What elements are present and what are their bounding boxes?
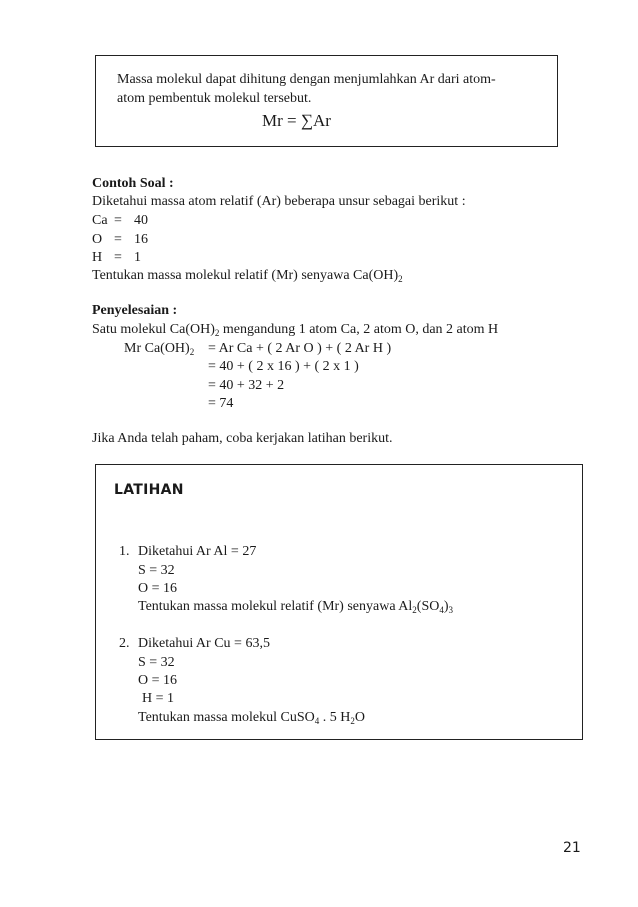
ar-o-row: O = 16 [92, 232, 148, 247]
calc-row: = Ar Ca + ( 2 Ar O ) + ( 2 Ar H ) [208, 341, 392, 356]
ar-h-row: H = 1 [92, 250, 141, 265]
ar-element: H [92, 250, 103, 265]
q2-question: Tentukan massa molekul CuSO$_4$ . 5 $H_2O$ [138, 710, 365, 726]
q1-number: 1. [119, 544, 130, 559]
contoh-line-1: Diketahui massa atom relatif (Ar) beberapa unsur sebagai berikut : [92, 194, 466, 209]
q2-line-3: O = 16 [138, 673, 178, 688]
ar-value: 16 [134, 232, 148, 247]
page-number: 21 [563, 840, 581, 856]
q2-number: 2. [119, 636, 130, 651]
formula-rhs: Ar [313, 111, 331, 130]
q1-question: Tentukan massa molekul relatif (Mr) senyawa $Al_2(SO_4)_3$ [138, 599, 454, 615]
formula-lhs: Mr [262, 111, 283, 130]
calc-lhs: Mr $Ca(OH)_2$ [124, 341, 195, 357]
contoh-question: Tentukan massa molekul relatif (Mr) senyawa $Ca(OH)_2$ [92, 268, 403, 284]
q1-line-2: S = 32 [138, 563, 175, 578]
q1-line-3: O = 16 [138, 581, 178, 596]
intro-line-2: atom pembentuk molekul tersebut. [117, 91, 312, 106]
ar-value: 40 [134, 213, 148, 228]
q2-line-1: Diketahui Ar Cu = 63,5 [138, 636, 270, 651]
calc-row: = 74 [208, 396, 234, 411]
intro-line-1: Massa molekul dapat dihitung dengan menjumlahkan Ar dari atom- [117, 72, 496, 87]
ar-element: O [92, 232, 103, 247]
formula-equals: = [287, 111, 297, 130]
latihan-title: LATIHAN [114, 482, 184, 498]
penyelesaian-heading: Penyelesaian : [92, 303, 178, 318]
q2-line-4: H = 1 [142, 691, 175, 706]
calc-row: = 40 + ( 2 x 16 ) + ( 2 x 1 ) [208, 359, 359, 374]
sigma-icon: ∑ [300, 111, 313, 130]
calc-row: = 40 + 32 + 2 [208, 378, 285, 393]
closing-text: Jika Anda telah paham, coba kerjakan latihan berikut. [92, 431, 393, 446]
q2-line-2: S = 32 [138, 655, 175, 670]
mr-formula [262, 111, 331, 131]
penyelesaian-line-1: Satu molekul $Ca(OH)_2$ mengandung 1 atom Ca, 2 atom O, dan 2 atom H [92, 322, 499, 338]
ar-ca-row: Ca = 40 [92, 213, 148, 228]
q1-line-1: Diketahui Ar Al = 27 [138, 544, 257, 559]
contoh-heading: Contoh Soal : [92, 176, 174, 191]
ar-value: 1 [134, 250, 141, 265]
ar-element: Ca [92, 213, 108, 228]
